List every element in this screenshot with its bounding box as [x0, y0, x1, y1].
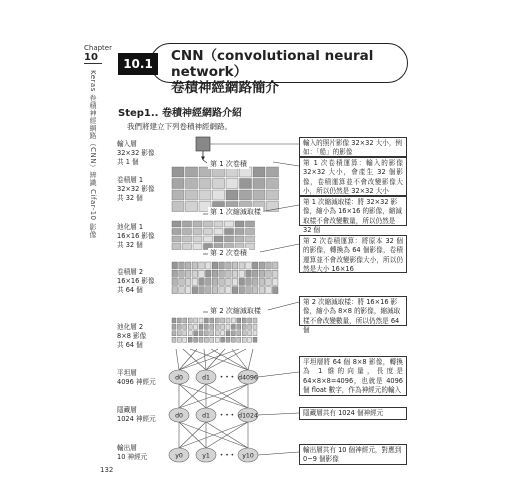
conv1-layer-label	[117, 176, 155, 203]
note-pool2: 第 2 次縮減取樣：將 16×16 影像，縮小為 8×8 的影像，縮減取樣不會改變數量，所以仍然是 64 個	[299, 296, 407, 326]
op-conv2-label: 第 2 次卷積	[210, 249, 247, 257]
note-conv2: 第 2 次卷積運算：將原本 32 個的影像，轉換為 64 個影像，卷積運算並不會改變影像大小，所以仍然是大小 16×16	[299, 235, 407, 273]
output-ellipsis: • • •	[219, 452, 235, 459]
hidden-ellipsis: • • •	[219, 412, 235, 419]
pool1-layer-count: 共 32 個	[117, 241, 143, 249]
conv2-layer-size: 16×16 影像	[117, 277, 155, 285]
pool2-layer-name: 池化層 2	[117, 323, 144, 331]
pool2-layer-label	[117, 323, 146, 350]
chapter-number: 10	[84, 52, 102, 64]
conv2-layer-name: 卷積層 2	[117, 268, 144, 276]
page-number: 132	[100, 466, 114, 474]
conv1-layer-size: 32×32 影像	[117, 185, 155, 193]
conv1-layer-name: 卷積層 1	[117, 176, 144, 184]
flat-node-label: d1	[202, 374, 210, 382]
conv2-layer-label	[117, 268, 155, 295]
note-input: 輸入的照片影像 32×32 大小，例如：「船」的影像	[299, 137, 407, 157]
note-pointer	[273, 162, 299, 166]
hidden-layer-name: 隱藏層	[117, 406, 137, 414]
output-node-label: y10	[242, 452, 254, 460]
flat-node-label: d0	[175, 374, 183, 382]
op-pool2-label: 第 2 次縮減取樣	[210, 307, 261, 315]
note-pointer	[268, 302, 299, 310]
section-number-badge: 10.1	[118, 53, 158, 75]
conv2-layer-count: 共 64 個	[117, 286, 143, 294]
input-layer-name: 輸入層	[117, 140, 137, 148]
section-title-line1: CNN（convolutional neural network）	[171, 48, 374, 80]
output-node-label: y0	[175, 452, 183, 460]
output-layer-label	[117, 444, 147, 462]
hidden-layer-size: 1024 神經元	[117, 415, 156, 423]
flat-ellipsis: • • •	[219, 374, 235, 381]
input-layer-count: 共 1 個	[117, 158, 139, 166]
note-pointer	[260, 244, 299, 252]
flat-node-label: d4096	[238, 374, 258, 382]
input-layer-label	[117, 140, 155, 167]
side-running-title: Keras 卷積神經網路（CNN）辨識 Cifar-10 影像	[89, 70, 97, 239]
note-hidden: 隱藏層共有 1024 個神經元	[299, 407, 407, 420]
output-layer-size: 10 神經元	[117, 453, 148, 461]
pool1-layer-size: 16×16 影像	[117, 232, 155, 240]
chapter-label: Chapter	[84, 44, 112, 52]
flat-layer-size: 4096 神經元	[117, 378, 156, 386]
step-title: Step1.. 卷積神經網路介紹	[118, 108, 242, 119]
op-conv1-label: 第 1 次卷積	[210, 160, 247, 168]
hidden-node-label: d0	[175, 412, 183, 420]
note-output: 輸出層共有 10 個神經元，對應到 0~9 個影像	[299, 444, 407, 465]
output-layer-name: 輸出層	[117, 444, 137, 452]
conv1-layer-count: 共 32 個	[117, 194, 143, 202]
hidden-layer-label	[117, 406, 156, 424]
flat-layer-label	[117, 369, 156, 387]
note-pool1: 第 1 次縮減取樣：將 32×32 影像，縮小為 16×16 的影像，縮減取樣不會改變數量，所以仍然是 32 個	[299, 196, 407, 226]
conv2-feature-maps	[172, 262, 278, 294]
note-conv1: 第 1 次卷積運算：輸入的影像 32×32 大小，會產生 32 個影像，卷積運算並不會改變影像大小，所以仍然是 32×32 大小	[299, 157, 407, 196]
op-pool1-label: 第 1 次縮減取樣	[210, 208, 261, 216]
intro-text: 我們將建立下列卷積神經網路。	[127, 122, 232, 131]
conv1-feature-maps	[172, 167, 279, 212]
hidden-node-label: d1024	[238, 412, 258, 420]
pool2-layer-count: 共 64 個	[117, 341, 143, 349]
pool1-feature-maps	[172, 221, 255, 250]
pool2-layer-size: 8×8 影像	[117, 332, 147, 340]
hidden-node-label: d1	[202, 412, 210, 420]
input-image	[196, 137, 210, 151]
input-layer-size: 32×32 影像	[117, 149, 155, 157]
flat-layer-name: 平坦層	[117, 369, 137, 377]
output-node-label: y1	[202, 452, 210, 460]
note-pointer	[258, 452, 299, 455]
pool2-feature-maps	[172, 318, 257, 342]
pool1-layer-name: 池化層 1	[117, 223, 144, 231]
note-pointer	[258, 372, 299, 377]
note-pointer	[258, 413, 299, 415]
pool1-layer-label	[117, 223, 155, 250]
section-title-line2: 卷積神經網路簡介	[171, 80, 279, 96]
note-flat: 平坦層將 64 個 8×8 影像，轉換為 1 維的向量，長度是 64×8×8=4096，也就是 4096 個 float 數字，作為神經元的輸入	[299, 356, 407, 396]
